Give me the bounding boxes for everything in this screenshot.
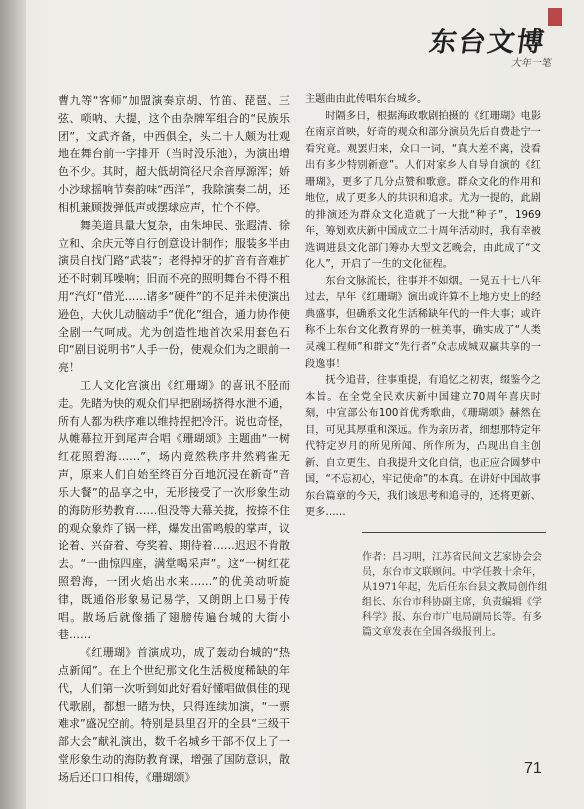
- red-seal-icon: [548, 8, 562, 26]
- column-title: 东台文博: [427, 27, 548, 58]
- divider: [362, 532, 546, 533]
- paragraph: 舞美道具量大复杂，由朱坤民、张遐清、徐立和、余庆元等自行创意设计制作；服装多半由演员自找门路“武装”；老得掉牙的扩音有音难扩还不时刺耳噪响；旧而不亮的照明舞台不得不租用“汽灯”借光……诸多“硬件”的不足并未使演出逊色，大伙儿动脑动手“优化”组合，通力协作使全剧一气呵成。尤为创造性地首次采用套色石印“剧目说明书”人手一份，使观众们为之眼前一亮！: [58, 218, 290, 375]
- left-text-column: [58, 92, 290, 787]
- paragraph: 曹九等“客师”加盟演奏京胡、竹笛、琵琶、三弦、唢呐、大提，这个由杂牌军组合的“民族乐团”，文武齐备，中西俱全，头二十人颇为壮观地在舞台前一字排开（当时没乐池），为演出增色不少。其时，超大低胡筒径尺余音厚源浑；娇小沙球摇响节奏韵味“西洋”，我除演奏二胡，还相机兼顾拨弹低声或摆球应声，忙个不停。: [58, 94, 290, 214]
- paragraph: 工人文化宫演出《红珊瑚》的喜讯不胫而走。先睹为快的观众们早把剧场挤得水泄不通，所有人都为秩序难以维持捏把冷汗。说也奇怪，从帷幕拉开到尾声合唱《珊瑚颂》主题曲“一树红花照碧海……”，场内竟然秩序井然鸦雀无声，原来人们自始至终百分百地沉浸在新奇“音乐大餐”的品享之中，无形接受了一次形象生动的海防形势教育……但没等大幕关拢，按捺不住的观众象炸了锅一样，爆发出雷鸣般的掌声，议论着、兴奋着、夸奖着、期待着……迟迟不肯散去。“一曲惊四座，满堂喝采声”。这“一树红花照碧海，一团火焰出水来……”的优美动听旋律，既通俗形象易记易学，又朗朗上口易于传唱。散场后就像插了翅膀传遍台城的大街小巷……: [58, 379, 290, 642]
- binding-shadow: [0, 0, 26, 809]
- paragraph: 主题曲由此传唱东台城乡。: [305, 94, 428, 105]
- page-number: 71: [524, 760, 542, 777]
- right-text-column: [305, 92, 541, 522]
- paragraph: 抚今追昔，往事重提，有追忆之初衷，缀鉴今之本旨。在全党全民欢庆新中国建立70周年喜庆时刻，中宣部公布100首优秀歌曲，《珊瑚颂》赫然在目，可见其厚重和深远。作为亲历者，细想那特定年代特定岁月的所见所闻、所作所为，凸现出自主创新、自立更生、自我提升文化自信，也正应合圆梦中国，“不忘初心，牢记使命”的本真。在讲好中国故事东台篇章的今天，我们该思考和追寻的，还将更新、更多……: [305, 375, 541, 519]
- column-signature: 大年一笔: [510, 58, 553, 69]
- paragraph: 东台文脉流长，往事并不如烟。一晃五十七八年过去，早年《红珊瑚》演出或许算不上地方史上的经典盛事，但确系文化生活稀缺年代的一件大事；或许称不上东台文化教育界的一桩美事，确实成了“人类灵魂工程师”和群文“先行者”众志成城双赢共享的一段逸事！: [305, 275, 541, 370]
- paragraph: 时隔多日，根据海政歌剧拍摄的《红珊瑚》电影在南京首映，好奇的观众和部分演员先后自费赴宁一看究竟。观罢归来，众口一词，“真大差不离，没看出有多少特别新意”。人们对家乡人自导自演的《红珊瑚》，更多了几分点赞和歌意。群众文化的作用和地位，成了更多人的共识和追求。尤为一提的，此剧的排演还为群众文化造就了一大批“种子”，1969年，筹划欢庆新中国成立二十周年活动时，我有幸被选调进县文化部门筹办大型文艺晚会，由此成了“文化人”，开启了一生的文化征程。: [305, 110, 541, 271]
- author-bio: 作者：吕习明，江苏省民间文艺家协会会员，东台市文联顾问。中学任教十余年，从1971年起，先后任东台县文教局创作组组长、东台市科协副主席，负责编辑《学科学》报、东台市广电局副局长等。有多篇文章发表在全国各级报刊上。: [362, 552, 548, 638]
- paragraph: 《红珊瑚》首演成功，成了轰动台城的“热点新闻”。在上个世纪那文化生活极度稀缺的年代，人们第一次听到如此好看好懂唱做俱佳的现代歌剧，都想一睹为快，只得连续加演，“一票难求”盛况空前。特别是县里召开的全县“三级干部大会”献礼演出，数千名城乡干部不仅上了一堂形象生动的海防教育课，增强了国防意识，散场后还口口相传，《珊瑚颂》: [58, 646, 290, 784]
